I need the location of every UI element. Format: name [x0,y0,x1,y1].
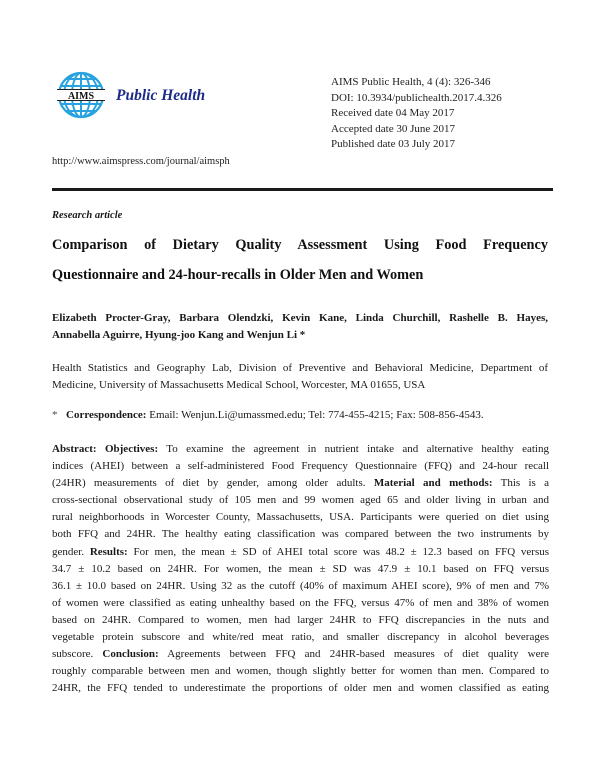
journal-logo-block [56,70,205,120]
abstract-line: 24HR, the FFQ tended to underestimate the proportions of older men and women classified as eating [52,682,549,695]
methods-label: Material and methods: [373,477,493,490]
abstract-line: 36.1 ± 10.0 based on 24HR. Using 32 as the cutoff (40% of maximum AHEI score), 9% of men and 7% [52,579,549,592]
title-line-1: Comparison of Dietary Quality Assessment Using Food Frequency [52,237,548,253]
abstract-line: rural neighborhoods in Worcester County, Massachusetts, USA. Participants were queried on diet using [52,511,549,524]
correspondence-contact: Email: Wenjun.Li@umassmed.edu; Tel: 774-455-4215; Fax: 508-856-4543. [146,409,484,421]
abstract-line: based on 24HR. Compared to women, men had larger 24HR to FFQ discrepancies in the nuts and [52,613,549,626]
authors-line-1: Elizabeth Procter-Gray, Barbara Olendzki, Kevin Kane, Linda Churchill, Rashelle B. Hayes, [52,312,548,324]
conclusion-label: Conclusion: [102,648,159,661]
abstract-line: indices (AHEI) between a self-administered Food Frequency Questionnaire (FFQ) and 24-hour recall [52,460,549,473]
abstract-line: both FFQ and 24HR. The healthy eating classification was compared between the two instruments by [52,528,549,541]
aims-globe-logo-icon [56,70,106,120]
abstract-line: vegetable protein subscore and white/red meat ratio, and smaller discrepancy in alcohol beverages [52,631,549,644]
title-line-2: Questionnaire and 24-hour-recalls in Older Men and Women [52,267,424,283]
abstract-label: Abstract: [52,443,97,455]
svg-text:AIMS: AIMS [67,91,95,102]
author-list [52,310,548,344]
journal-url-link[interactable]: http://www.aimspress.com/journal/aimsph [52,156,230,167]
abstract-line: gender. Results: For men, the mean ± SD of AHEI total score was 48.2 ± 12.3 based on FFQ versus [52,545,550,558]
citation: AIMS Public Health, 4 (4): 326-346 [331,76,491,88]
abstract-line: cross-sectional observational study of 105 men and 99 women aged 65 and older living in urban and [52,494,549,507]
abstract-line: subscore. Conclusion: Agreements between FFQ and 24HR-based measures of diet quality were [52,648,549,661]
article-title [52,230,548,290]
correspondence [52,407,552,423]
affiliation-line-1: Health Statistics and Geography Lab, Division of Preventive and Behavioral Medicine, Department of [52,362,548,374]
abstract-line: (24HR) measurements of diet by gender, among older adults. Material and methods: This is a [52,477,549,490]
abstract-line: 34.7 ± 10.2 based on 24HR. For women, the mean ± SD was 47.9 ± 10.1 based on FFQ versus [52,562,549,575]
published-date: Published date 03 July 2017 [331,138,456,151]
journal-name: Public Health [116,87,206,104]
accepted-date: Accepted date 30 June 2017 [331,122,456,135]
affiliation [52,360,548,394]
affiliation-line-2: Medicine, University of Massachusetts Medical School, Worcester, MA 01655, USA [52,379,426,391]
abstract-line: roughly comparable between men and women, though slightly better for women than men. Compared to [52,665,549,678]
article-type: Research article [52,210,123,221]
correspondence-label: Correspondence: [66,409,147,421]
asterisk-marker: * [52,409,58,421]
received-date: Received date 04 May 2017 [331,107,455,120]
results-label: Results: [89,545,128,558]
doi: DOI: 10.3934/publichealth.2017.4.326 [331,91,502,104]
abstract-line: of women were classified as eating unhealthy based on the FFQ, versus 47% of men and 38% of women [52,596,549,609]
objectives-label: Objectives: [104,443,159,455]
abstract-line: Abstract: Objectives: To examine the agreement in nutrient intake and alternative healthy eating [52,443,549,455]
citation-metadata [331,75,502,153]
header-divider [52,188,553,191]
authors-line-2: Annabella Aguirre, Hyung-joo Kang and Wenjun Li * [52,329,306,341]
abstract [52,441,549,697]
